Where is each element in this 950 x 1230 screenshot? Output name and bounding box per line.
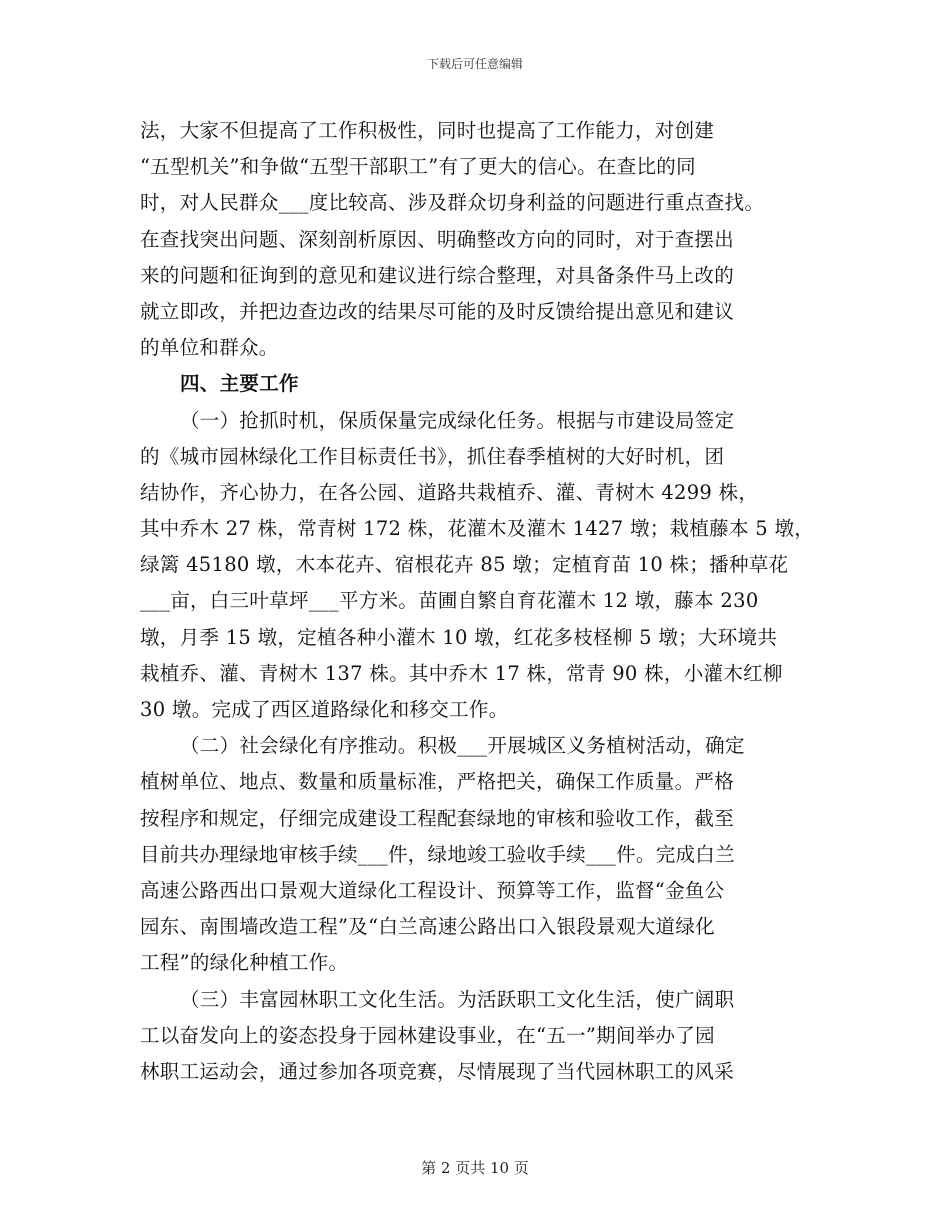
text-line: 结协作，齐心协力，在各公园、道路共栽植乔、灌、青树木 4299 株， — [140, 480, 759, 504]
text-line: 时，对人民群众___度比较高、涉及群众切身利益的问题进行重点查找。 — [140, 191, 765, 215]
section-heading: 四、主要工作 — [180, 372, 299, 396]
page-header: 下载后可任意编辑 — [426, 57, 523, 71]
text-line: “五型机关”和争做“五型干部职工”有了更大的信心。在查比的同 — [140, 155, 696, 179]
text-line: 植树单位、地点、数量和质量标准，严格把关，确保工作质量。严格 — [140, 770, 735, 794]
text-line: 工程”的绿化种植工作。 — [140, 951, 349, 975]
document-body — [140, 113, 830, 1090]
text-line: 工以奋发向上的姿态投身于园林建设事业，在“五一”期间举办了园 — [140, 1023, 715, 1047]
text-line: 法，大家不但提高了工作积极性，同时也提高了工作能力，对创建 — [140, 119, 715, 142]
text-line: （三）丰富园林职工文化生活。为活跃职工文化生活，使广阔职 — [180, 987, 735, 1011]
text-line: 墩，月季 15 墩，定植各种小灌木 10 墩，红花多枝柽柳 5 墩；大环境共 — [140, 625, 778, 649]
text-line: 其中乔木 27 株，常青树 172 株，花灌木及灌木 1427 墩；栽植藤本 5 墩， — [140, 517, 815, 541]
text-line: 高速公路西出口景观大道绿化工程设计、预算等工作，监督“金鱼公 — [140, 878, 725, 902]
text-line: 按程序和规定，仔细完成建设工程配套绿地的审核和验收工作，截至 — [140, 806, 735, 830]
text-line: 在查找突出问题、深刻剖析原因、明确整改方向的同时，对于查摆出 — [140, 227, 735, 251]
text-line: 来的问题和征询到的意见和建议进行综合整理，对具备条件马上改的 — [140, 263, 735, 287]
text-line: 目前共办理绿地审核手续___件，绿地竣工验收手续___件。完成白兰 — [140, 842, 735, 866]
text-line: （二）社会绿化有序推动。积极___开展城区义务植树活动，确定 — [180, 734, 745, 758]
text-line: 30 墩。完成了西区道路绿化和移交工作。 — [140, 698, 509, 721]
text-line: 就立即改，并把边查边改的结果尽可能的及时反馈给提出意见和建议 — [140, 299, 735, 323]
text-line: 林职工运动会，通过参加各项竞赛，尽情展现了当代园林职工的风采 — [140, 1059, 735, 1083]
text-line: 栽植乔、灌、青树木 137 株。其中乔木 17 株，常青 90 株，小灌木红柳 — [140, 661, 783, 685]
text-line: 的单位和群众。 — [140, 336, 279, 360]
text-line: 园东、南围墙改造工程”及“白兰高速公路出口入银段景观大道绿化 — [140, 915, 715, 939]
text-line: ___亩，白三叶草坪___平方米。苗圃自繁自育花灌木 12 墩，藤本 230 — [140, 589, 759, 613]
text-line: 的《城市园林绿化工作目标责任书》，抓住春季植树的大好时机，团 — [140, 444, 725, 468]
text-line: （一）抢抓时机，保质保量完成绿化任务。根据与市建设局签定 — [180, 408, 735, 432]
page-footer: 第 2 页共 10 页 — [421, 1159, 529, 1177]
text-line: 绿篱 45180 墩，木本花卉、宿根花卉 85 墩；定植育苗 10 株；播种草花 — [140, 553, 789, 577]
